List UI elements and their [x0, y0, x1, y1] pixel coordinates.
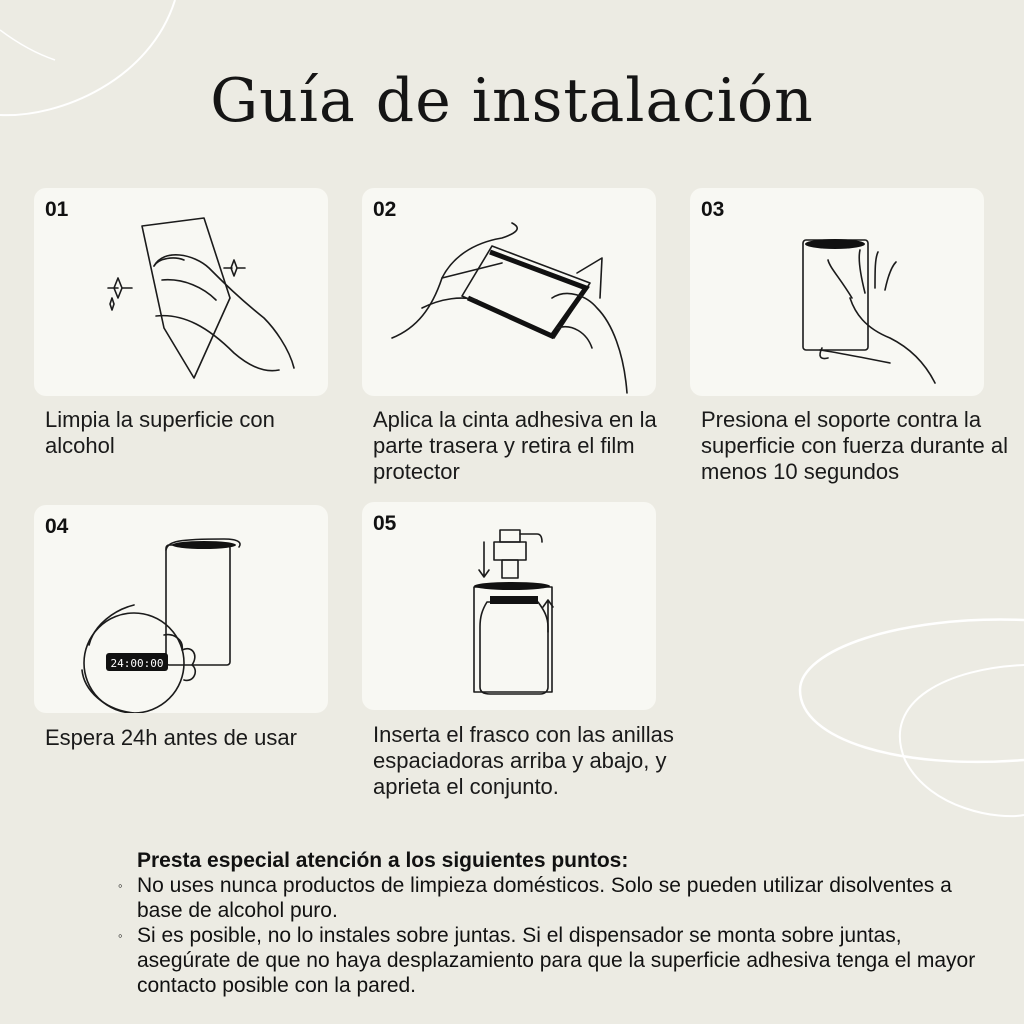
timer-display: 24:00:00	[110, 657, 164, 670]
step-card-04	[34, 505, 328, 713]
timer-holder-icon	[34, 505, 328, 713]
notes-heading: Presta especial atención a los siguientes puntos:	[137, 849, 629, 872]
bullet-icon: ◦	[118, 928, 123, 943]
list-item	[116, 923, 976, 998]
step-caption-01: Limpia la superficie con alcohol	[45, 407, 275, 458]
step-number: 01	[45, 198, 69, 221]
insert-bottle-icon	[362, 502, 656, 710]
step-caption-02: Aplica la cinta adhesiva en la parte trasera y retira el film protector	[373, 407, 657, 484]
note-text: Si es posible, no lo instales sobre juntas. Si el dispensador se monta sobre juntas, asegúrate de que no haya desplazamiento para que la superficie adhesiva tenga el mayor contacto posible con la pared.	[137, 924, 976, 997]
page-title: Guía de instalación	[210, 66, 814, 136]
note-text: No uses nunca productos de limpieza domésticos. Solo se pueden utilizar disolventes a base de alcohol puro.	[137, 874, 952, 922]
attention-notes	[116, 848, 976, 998]
step-card-03	[690, 188, 984, 396]
press-holder-icon	[690, 188, 984, 396]
step-caption-05: Inserta el frasco con las anillas espaciadoras arriba y abajo, y aprieta el conjunto.	[373, 722, 674, 799]
notes-list	[116, 873, 976, 998]
step-caption-03: Presiona el soporte contra la superficie con fuerza durante al menos 10 segundos	[701, 407, 1008, 484]
step-card-02	[362, 188, 656, 396]
step-card-05	[362, 502, 656, 710]
step-number: 05	[373, 512, 397, 535]
step-card-01	[34, 188, 328, 396]
list-item	[116, 873, 976, 923]
hand-wiping-cloth-icon	[34, 188, 328, 396]
step-caption-04: Espera 24h antes de usar	[45, 725, 297, 750]
bullet-icon: ◦	[118, 878, 123, 893]
step-number: 02	[373, 198, 397, 221]
step-number: 04	[45, 515, 69, 538]
peel-adhesive-tape-icon	[362, 188, 656, 396]
step-number: 03	[701, 198, 725, 221]
